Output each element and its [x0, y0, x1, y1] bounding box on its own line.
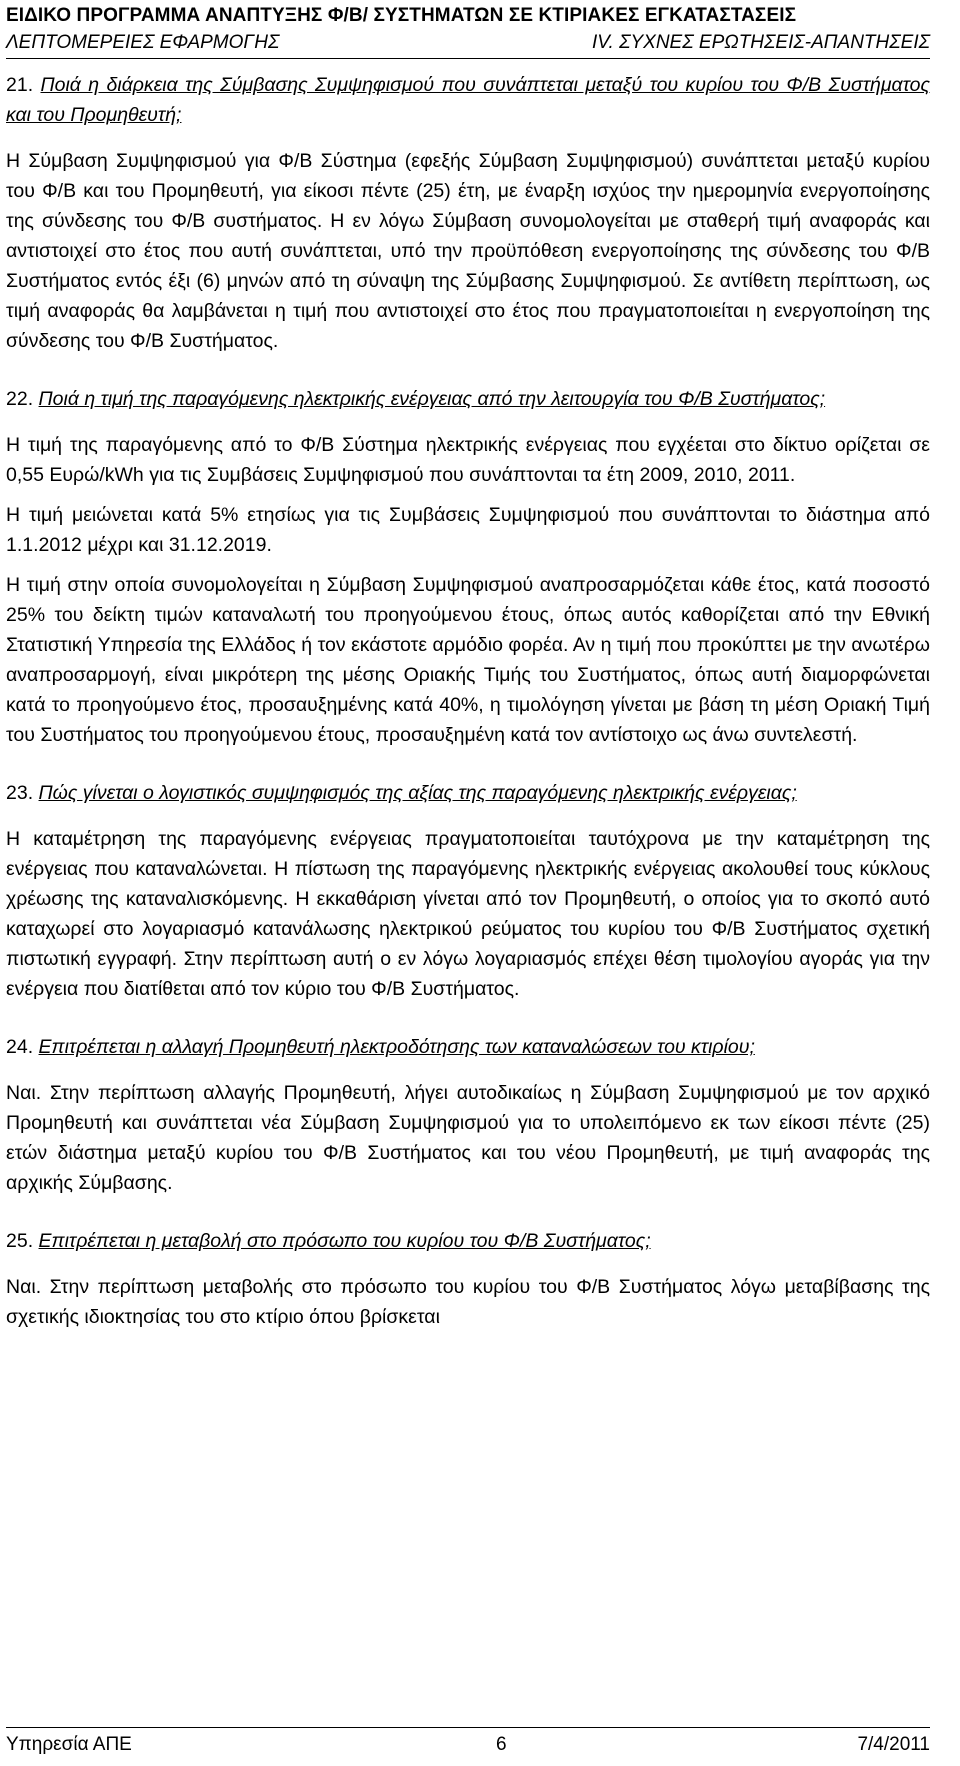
question-number: 23.: [6, 782, 34, 804]
question-text: Επιτρέπεται η αλλαγή Προμηθευτή ηλεκτροδότησης των καταναλώσεων του κτιρίου;: [38, 1036, 755, 1058]
footer-divider: [6, 1727, 930, 1728]
question-text: Ποιά η διάρκεια της Σύμβασης Συμψηφισμού που συνάπτεται μεταξύ του κυρίου του Φ/Β Συστήματος και του Προμηθευτή;: [6, 74, 930, 126]
header-left-label: ΛΕΠΤΟΜΕΡΕΙΕΣ ΕΦΑΡΜΟΓΗΣ: [6, 32, 280, 53]
footer-department: Υπηρεσία ΑΠΕ: [6, 1734, 132, 1755]
faq-question: [6, 70, 930, 130]
section-spacer: [6, 1198, 930, 1226]
faq-question: [6, 778, 930, 808]
document-body: [6, 70, 930, 1332]
section-spacer: [6, 750, 930, 778]
header-subtitle-row: [6, 29, 930, 56]
faq-section-24: [6, 1032, 930, 1198]
answer-paragraph: Ναι. Στην περίπτωση μεταβολής στο πρόσωπο του κυρίου του Φ/Β Συστήματος λόγω μεταβίβασης της σχετικής ιδιοκτησίας του στο κτίριο όπου βρίσκεται: [6, 1276, 930, 1328]
question-text: Ποιά η τιμή της παραγόμενης ηλεκτρικής ενέργειας από την λειτουργία του Φ/Β Συστήματος;: [38, 388, 826, 410]
page-header: [6, 2, 930, 56]
answer-paragraph: Η καταμέτρηση της παραγόμενης ενέργειας πραγματοποιείται ταυτόχρονα με την καταμέτρηση της ενέργειας που καταναλώνεται. Η πίστωση της παραγόμενης ηλεκτρικής ενέργειας ακολουθεί τους κύκλους χρέωσης της καταναλισκόμενης. Η εκκαθάριση γίνεται από τον Προμηθευτή, ο οποίος για το σκοπό αυτό καταχωρεί στο λογαριασμό κατανάλωσης ηλεκτρικού ρεύματος του κυρίου του Φ/Β Συστήματος σχετική πιστωτική εγγραφή. Στην περίπτωση αυτή ο εν λόγω λογαριασμός επέχει θέση τιμολογίου αγοράς για την ενέργεια που διατίθεται από τον κύριο του Φ/Β Συστήματος.: [6, 828, 930, 1000]
question-text: Επιτρέπεται η μεταβολή στο πρόσωπο του κυρίου του Φ/Β Συστήματος;: [38, 1230, 651, 1252]
header-right-label: IV. ΣΥΧΝΕΣ ΕΡΩΤΗΣΕΙΣ-ΑΠΑΝΤΗΣΕΙΣ: [592, 32, 930, 53]
section-spacer: [6, 356, 930, 384]
page-number: 6: [496, 1734, 507, 1755]
question-number: 24.: [6, 1036, 34, 1058]
answer-paragraph: Η τιμή της παραγόμενης από το Φ/Β Σύστημα ηλεκτρικής ενέργειας που εγχέεται στο δίκτυο ορίζεται σε 0,55 Ευρώ/kWh για τις Συμβάσεις Συμψηφισμού που συνάπτονται τα έτη 2009, 2010, 2011.: [6, 434, 930, 486]
faq-question: [6, 1226, 930, 1256]
faq-section-25: [6, 1226, 930, 1332]
header-divider: [6, 58, 930, 59]
header-title: ΕΙΔΙΚΟ ΠΡΟΓΡΑΜΜΑ ΑΝΑΠΤΥΞΗΣ Φ/Β/ ΣΥΣΤΗΜΑΤΩΝ ΣΕ ΚΤΙΡΙΑΚΕΣ ΕΓΚΑΤΑΣΤΑΣΕΙΣ: [6, 5, 797, 26]
section-spacer: [6, 1004, 930, 1032]
faq-section-21: [6, 70, 930, 356]
question-number: 22.: [6, 388, 34, 410]
question-number: 21.: [6, 74, 34, 96]
answer-paragraph: Η τιμή στην οποία συνομολογείται η Σύμβαση Συμψηφισμού αναπροσαρμόζεται κάθε έτος, κατά ποσοστό 25% του δείκτη τιμών καταναλωτή του προηγούμενου έτους, όπως αυτός καθορίζεται από την Εθνική Στατιστική Υπηρεσία της Ελλάδος ή τον εκάστοτε αρμόδιο φορέα. Αν η τιμή που προκύπτει με την ανωτέρω αναπροσαρμογή, είναι μικρότερη της μέσης Οριακής Τιμής του Συστήματος, όπως αυτή διαμορφώνεται κατά το προηγούμενο έτος, προσαυξημένης κατά 40%, η τιμολόγηση γίνεται με βάση τη μέση Οριακή Τιμή του Συστήματος του προηγούμενου έτους, προσαυξημένη κατά τον αντίστοιχο ως άνω συντελεστή.: [6, 574, 930, 746]
faq-section-22: [6, 384, 930, 750]
answer-paragraph: Η Σύμβαση Συμψηφισμού για Φ/Β Σύστημα (εφεξής Σύμβαση Συμψηφισμού) συνάπτεται μεταξύ κυρίου του Φ/Β και του Προμηθευτή, για είκοσι πέντε (25) έτη, με έναρξη ισχύος την ημερομηνία ενεργοποίησης της σύνδεσης του Φ/Β συστήματος. Η εν λόγω Σύμβαση συνομολογείται με σταθερή τιμή αναφοράς και αντιστοιχεί στο έτος που αυτή συνάπτεται, υπό την προϋπόθεση ενεργοποίησης της σύνδεσης του Φ/Β Συστήματος εντός έξι (6) μηνών από τη σύναψη της Σύμβασης Συμψηφισμού. Σε αντίθετη περίπτωση, ως τιμή αναφοράς θα λαμβάνεται η τιμή που αντιστοιχεί στο έτος που πραγματοποιείται η ενεργοποίηση της σύνδεσης του Φ/Β Συστήματος.: [6, 150, 930, 352]
page-footer: [6, 1730, 930, 1760]
footer-date: 7/4/2011: [857, 1734, 930, 1755]
faq-question: [6, 384, 930, 414]
answer-paragraph: Ναι. Στην περίπτωση αλλαγής Προμηθευτή, λήγει αυτοδικαίως η Σύμβαση Συμψηφισμού με τον αρχικό Προμηθευτή και συνάπτεται νέα Σύμβαση Συμψηφισμού για το υπολειπόμενο εκ των είκοσι πέντε (25) ετών διάστημα μεταξύ κυρίου του Φ/Β Συστήματος και του νέου Προμηθευτή, με τιμή αναφοράς της αρχικής Σύμβασης.: [6, 1082, 930, 1194]
question-number: 25.: [6, 1230, 34, 1252]
question-text: Πώς γίνεται ο λογιστικός συμψηφισμός της αξίας της παραγόμενης ηλεκτρικής ενέργειας;: [38, 782, 797, 804]
faq-question: [6, 1032, 930, 1062]
answer-paragraph: Η τιμή μειώνεται κατά 5% ετησίως για τις Συμβάσεις Συμψηφισμού που συνάπτονται το διάστημα από 1.1.2012 μέχρι και 31.12.2019.: [6, 504, 930, 556]
faq-section-23: [6, 778, 930, 1004]
